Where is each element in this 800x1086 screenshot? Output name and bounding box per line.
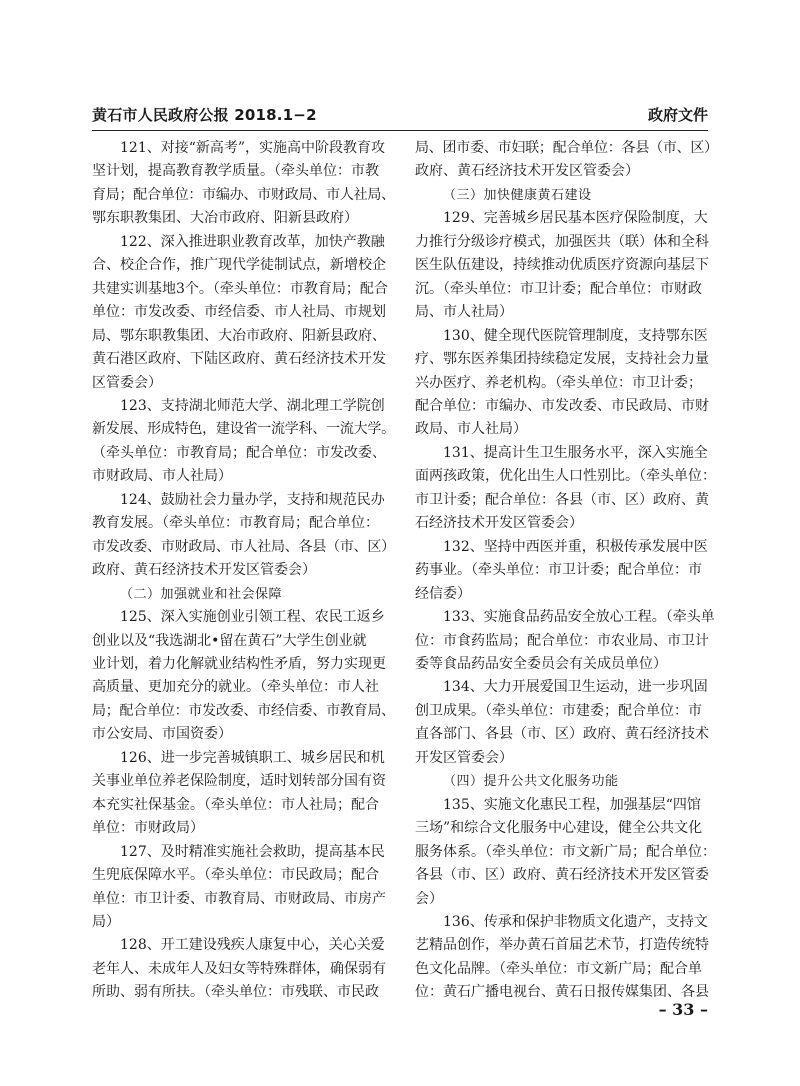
text-line: 125、深入实施创业引领工程、农民工返乡 [120,609,385,626]
paragraph-item [92,395,395,489]
text-line: 服务体系。（牵头单位：市文新广局；配合单位： [415,843,716,860]
text-line: （四）提升公共文化服务功能 [443,774,619,790]
paragraph-item [415,536,718,606]
text-line: 市公安局、市国资委） [92,726,232,743]
text-line: 配合单位：市编办、市发改委、市民政局、市财 [415,397,709,414]
page-number: – 33 – [658,1000,708,1019]
text-line: 市卫计委；配合单位：各县（市、区）政府、黄 [415,491,709,508]
text-line: 123、支持湖北师范大学、湖北理工学院创 [120,397,385,414]
text-line: 育局；配合单位：市编办、市财政局、市人社局、 [92,186,395,203]
text-line: 市财政局、市人社局） [92,468,232,485]
paragraph-item [415,676,718,770]
text-line: 力推行分级诊疗模式，加强医共（联）体和全科 [415,233,709,250]
text-line: 136、传承和保护非物质文化遗产，支持文 [443,913,708,930]
text-line: 131、提高计生卫生服务水平，深入实施全 [443,444,708,461]
text-line: 局、市人社局） [415,304,513,321]
text-line: 创卫成果。（牵头单位：市建委；配合单位：市 [415,702,702,719]
text-line: 本充实社保基金。（牵头单位：市人社局；配合 [92,796,379,813]
paragraph-item [415,207,718,324]
text-line: 126、进一步完善城镇职工、城乡居民和机 [120,749,385,766]
text-line: 委等食品药品安全委员会有关成员单位） [415,655,667,672]
text-line: 坚计划，提高教育教学质量。（牵头单位：市教 [92,163,379,180]
section-heading [92,583,395,606]
paragraph-item [92,606,395,747]
text-line: 局、团市委、市妇联；配合单位：各县（市、区） [415,140,718,156]
paragraph-item [415,442,718,536]
text-line: 政府、黄石经济技术开发区管委会） [92,562,316,579]
text-line: 124、鼓励社会力量办学，支持和规范民办 [120,491,385,508]
paragraph-item [415,606,718,676]
section-heading [415,184,718,207]
paragraph-item [92,841,395,935]
text-line: 121、对接“新高考”，实施高中阶段教育攻 [120,140,386,156]
text-line: 单位：市财政局） [92,820,204,837]
text-line: 134、大力开展爱国卫生运动，进一步巩固 [443,679,708,696]
text-line: 市发改委、市财政局、市人社局、各县（市、区） [92,538,395,555]
text-line: 127、及时精准实施社会救助，提高基本民 [120,843,385,860]
text-line: 药事业。（牵头单位：市卫计委；配合单位：市 [415,562,702,579]
text-line: 业计划，着力化解就业结构性矛盾，努力实现更 [92,655,386,672]
text-line: 共建实训基地3个。（牵头单位：市教育局；配合 [92,280,388,297]
text-line: 开发区管委会） [415,749,513,766]
text-line: （牵头单位：市教育局；配合单位：市发改委、 [92,444,386,461]
text-line: 132、坚持中西医并重，积极传承发展中医 [443,538,708,555]
text-line: 黄石港区政府、下陆区政府、黄石经济技术开发 [92,351,386,368]
text-line: 129、完善城乡居民基本医疗保险制度，大 [443,210,708,227]
right-column [415,137,718,1005]
text-line: 高质量、更加充分的就业。（牵头单位：市人社 [92,679,379,696]
paragraph-item [415,794,718,911]
text-line: 政局、市人社局） [415,421,527,438]
paragraph-item [92,934,395,1004]
text-line: 局；配合单位：市发改委、市经信委、市教育局、 [92,702,395,719]
text-line: 130、健全现代医院管理制度，支持鄂东医 [443,327,708,344]
paragraph-item [92,137,395,231]
paragraph-item [415,325,718,442]
text-line: 直各部门、各县（市、区）政府、黄石经济技术 [415,726,709,743]
text-line: 所助、弱有所扶。（牵头单位：市残联、市民政 [92,984,379,1001]
text-line: 新发展、形成特色，建设省一流学科、一流大学。 [92,421,395,438]
text-line: 政府、黄石经济技术开发区管委会） [415,163,639,180]
text-line: 兴办医疗、养老机构。（牵头单位：市卫计委； [415,374,702,391]
paragraph-item [415,911,718,1005]
section-title: 政府文件 [647,106,708,124]
text-line: 生兜底保障水平。（牵头单位：市民政局；配合 [92,867,379,884]
text-line: 鄂东职教集团、大冶市政府、阳新县政府） [92,210,358,227]
journal-title: 黄石市人民政府公报 2018.1−2 [92,106,317,124]
text-line: 石经济技术开发区管委会） [415,515,583,532]
text-line: 老年人、未成年人及妇女等特殊群体，确保弱有 [92,960,386,977]
text-line: 位：黄石广播电视台、黄石日报传媒集团、各县 [415,984,709,1001]
text-line: 教育发展。（牵头单位：市教育局；配合单位： [92,515,379,532]
paragraph-item [92,231,395,395]
paragraph-item [92,489,395,583]
text-line: 关事业单位养老保险制度，适时划转部分国有资 [92,773,386,790]
text-line: 局、鄂东职教集团、大冶市政府、阳新县政府、 [92,327,386,344]
text-line: 133、实施食品药品安全放心工程。（牵头单 [443,609,715,626]
text-line: 面两孩政策，优化出生人口性别比。（牵头单位： [415,468,716,485]
text-line: （二）加强就业和社会保障 [120,586,283,602]
text-line: 135、实施文化惠民工程，加强基层“四馆 [443,796,701,813]
text-line: 128、开工建设残疾人康复中心，关心关爱 [120,937,385,954]
page-header [92,100,708,131]
text-line: 沉。（牵头单位：市卫计委；配合单位：市财政 [415,280,702,297]
text-line: 区管委会） [92,374,162,391]
text-line: 单位：市发改委、市经信委、市人社局、市规划 [92,304,386,321]
text-line: 局） [92,913,120,930]
paragraph-continuation [415,137,718,184]
left-column [92,137,395,1005]
text-line: 医生队伍建设，持续推动优质医疗资源向基层下 [415,257,709,274]
text-line: 合、校企合作，推广现代学徒制试点，新增校企 [92,257,386,274]
text-line: 会） [415,890,443,907]
text-line: 各县（市、区）政府、黄石经济技术开发区管委 [415,867,709,884]
text-line: 三场”和综合文化服务中心建设，健全公共文化 [415,820,703,837]
text-line: 122、深入推进职业教育改革，加快产教融 [120,233,385,250]
section-heading [415,770,718,793]
text-line: 艺精品创作，举办黄石首届艺术节，打造传统特 [415,937,709,954]
text-line: 经信委） [415,585,471,602]
text-line: 创业以及“我选湖北•留在黄石”大学生创业就 [92,632,367,649]
paragraph-item [92,747,395,841]
text-line: 位：市食药监局；配合单位：市农业局、市卫计 [415,632,709,649]
text-line: 疗、鄂东医养集团持续稳定发展，支持社会力量 [415,351,709,368]
text-line: 单位：市卫计委、市教育局、市财政局、市房产 [92,890,386,907]
text-line: 色文化品牌。（牵头单位：市文新广局；配合单 [415,960,702,977]
text-line: （三）加快健康黄石建设 [443,187,592,203]
